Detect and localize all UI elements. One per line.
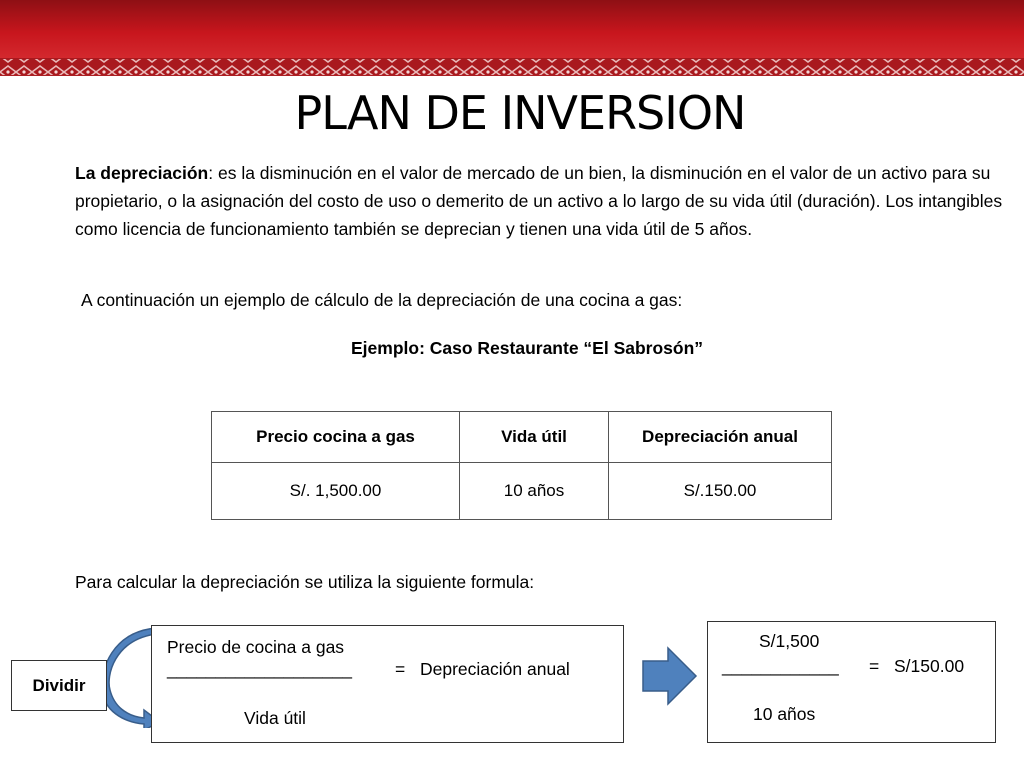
table-cell-useful-life: 10 años [460,463,609,520]
formula-result: Depreciación anual [420,659,570,679]
example-fraction-line: ____________ [722,656,839,676]
table-header-useful-life: Vida útil [460,412,609,463]
table-row [212,463,832,520]
formula-numerator: Precio de cocina a gas [167,637,345,657]
formula-denominator: Vida útil [244,708,306,728]
example-result: S/150.00 [894,656,965,676]
table-header-price: Precio cocina a gas [212,412,460,463]
example-equals: = [869,656,880,676]
example-formula-box [707,621,996,743]
header-banner [0,0,1024,92]
depreciation-table [211,411,832,520]
example-denominator: 10 años [753,704,816,724]
example-intro: A continuación un ejemplo de cálculo de la depreciación de una cocina a gas: [81,290,683,310]
page-title: PLAN DE INVERSION [294,86,746,140]
example-title: Ejemplo: Caso Restaurante “El Sabrosón” [351,338,704,358]
general-formula-box [151,625,624,743]
definition-term: La depreciación [75,163,209,183]
example-numerator: S/1,500 [759,631,820,651]
formula-intro: Para calcular la depreciación se utiliza la siguiente formula: [75,572,535,592]
table-header-annual-depreciation: Depreciación anual [609,412,832,463]
formula-fraction-line: ___________________ [167,659,352,679]
table-cell-price: S/. 1,500.00 [212,463,460,520]
depreciation-definition [75,159,1005,243]
table-cell-annual-depreciation: S/.150.00 [609,463,832,520]
definition-text: : es la disminución en el valor de mercado de un bien, la disminución en el valor de un activo para su propietario, o la asignación del costo de uso o demerito de un activo a lo largo de su vida útil (duración). Los intangibles como licencia de funcionamiento también se deprecian y tienen una vida útil de 5 años. [75,163,1003,239]
right-arrow-icon [640,645,700,707]
divide-label: Dividir [11,660,107,711]
formula-equals: = [395,659,406,679]
table-header-row [212,412,832,463]
